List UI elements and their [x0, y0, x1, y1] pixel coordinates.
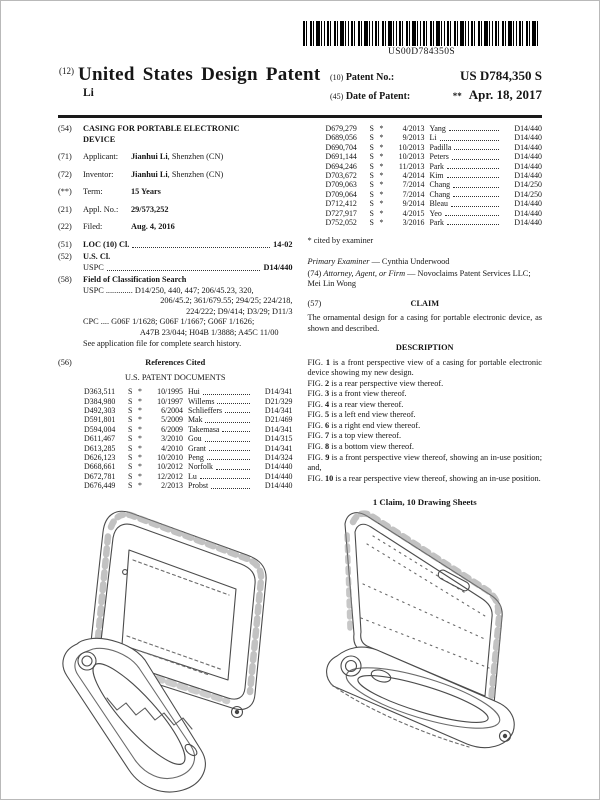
field-cpc-line: CPC .... G06F 1/1628; G06F 1/1667; G06F 1/1626; [83, 317, 255, 327]
patent-number-row [330, 67, 542, 86]
ref-date: 9/2013 [402, 133, 425, 143]
date-of-patent-value: Apr. 18, 2017 [468, 86, 542, 102]
dot-leader [205, 422, 249, 423]
ref-class: D14/250 [514, 189, 542, 199]
ref-date: 10/1995 [157, 387, 183, 397]
ref-number: D709,063 [325, 180, 357, 190]
ref-date: 6/2009 [161, 424, 183, 434]
ref-date: 7/2014 [402, 180, 425, 190]
header [59, 64, 542, 105]
dot-leader [454, 149, 499, 150]
ref-class: D14/440 [514, 142, 542, 152]
ref-inventor: Bleau [429, 199, 448, 209]
header-patent-info [330, 64, 542, 105]
figure-description-line: FIG. 7 is a top view thereof. [307, 431, 402, 441]
term-marker-stars: ** [452, 90, 462, 101]
ref-class: D14/440 [514, 133, 542, 143]
attorney-line: (74) Attorney, Agent, or Firm — Novoclaims Patent Services LLC; Mei Lin Wong [307, 268, 531, 289]
ref-class: D14/440 [514, 199, 542, 209]
ref-inventor: Park [429, 161, 444, 171]
field-72-inventor: (72) Inventor: Jianhui Li, Shenzhen (CN) [58, 169, 224, 179]
date-of-patent-label: Date of Patent: [345, 90, 411, 102]
ref-number: D676,449 [84, 481, 116, 491]
figure-rear-perspective [317, 498, 569, 798]
patent-reference-row: D594,004 S * 6/2009 Takemasa D14/341 [84, 424, 293, 434]
application-number: 29/573,252 [131, 204, 169, 214]
ref-number: D492,303 [84, 405, 116, 415]
us-patent-documents-heading: U.S. PATENT DOCUMENTS [124, 372, 226, 382]
dot-leader [205, 441, 250, 442]
figure-front-perspective [41, 498, 303, 798]
ref-number: D668,661 [84, 462, 116, 472]
patent-reference-row: D672,781 S * 12/2012 Lu D14/440 [84, 471, 293, 481]
patent-number-code: (10) [330, 73, 344, 82]
dot-leader [222, 431, 249, 432]
barcode-block [301, 21, 542, 57]
patent-reference-row: D694,246 S * 11/2013 Park D14/440 [325, 161, 542, 171]
ref-class: D14/440 [514, 171, 542, 181]
barcode-number: US00D784350S [387, 47, 456, 57]
patent-reference-row: D384,980 S * 10/1997 Willems D21/329 [84, 396, 293, 406]
ref-date: 4/2010 [161, 443, 183, 453]
ref-number: D594,004 [84, 424, 116, 434]
ref-inventor: Hui [188, 387, 200, 397]
ref-inventor: Kim [429, 171, 444, 181]
ref-number: D709,064 [325, 189, 357, 199]
ref-date: 12/2012 [157, 471, 183, 481]
dot-leader [449, 130, 499, 131]
references-list-right [308, 124, 543, 227]
field-uspc-line: USPC ............. D14/250, 440, 447; 206/45.23, 320, [83, 285, 254, 295]
patent-reference-row: D690,704 S * 10/2013 Padilla D14/440 [325, 142, 542, 152]
ref-inventor: Padilla [429, 142, 452, 152]
dot-leader [203, 394, 250, 395]
figure-description-line: FIG. 9 is a front perspective view thereof, showing an in-use position; and, [307, 452, 543, 473]
ref-date: 7/2014 [402, 189, 425, 199]
patent-reference-row: D492,303 S * 6/2004 Schlieffers D14/341 [84, 405, 293, 415]
ref-inventor: Park [429, 218, 444, 228]
ref-inventor: Schlieffers [188, 405, 223, 415]
dot-leader [107, 270, 261, 271]
ref-number: D672,781 [84, 471, 116, 481]
right-column [307, 124, 543, 508]
dot-leader [217, 403, 249, 404]
ref-number: D690,704 [325, 142, 357, 152]
claims-sheets-note: 1 Claim, 10 Drawing Sheets [372, 497, 477, 508]
dot-leader [447, 168, 499, 169]
ref-number: D626,123 [84, 452, 116, 462]
ref-number: D591,801 [84, 415, 116, 425]
patent-reference-row: D679,279 S * 4/2013 Yang D14/440 [325, 124, 542, 133]
ref-date: 4/2015 [402, 208, 425, 218]
ref-date: 3/2010 [161, 434, 183, 444]
ref-class: D14/315 [264, 434, 293, 444]
ref-date: 3/2016 [402, 218, 425, 228]
dot-leader [447, 224, 499, 225]
dot-leader [447, 177, 499, 178]
ref-class: D14/341 [264, 387, 293, 397]
ref-number: D689,056 [325, 133, 357, 143]
left-column [58, 124, 293, 498]
date-code: (45) [330, 91, 344, 101]
patent-reference-row: D691,144 S * 10/2013 Peters D14/440 [325, 152, 542, 162]
field-56-references-cited: (56) References Cited [58, 358, 206, 368]
ref-number: D611,467 [84, 434, 116, 444]
field-71-applicant: (71) Applicant: Jianhui Li, Shenzhen (CN) [58, 152, 224, 162]
ref-number: D384,980 [84, 396, 116, 406]
field-term: (**) Term: 15 Years [58, 187, 161, 197]
examiner-name: — Cynthia Underwood [371, 257, 450, 266]
ref-number: D752,052 [325, 218, 357, 228]
ref-inventor: Lu [188, 471, 197, 481]
description-heading: DESCRIPTION [395, 343, 454, 353]
ref-inventor: Yang [429, 124, 446, 133]
ref-class: D21/469 [264, 415, 293, 425]
field-21-application-number: (21) Appl. No.: 29/573,252 [58, 204, 169, 214]
ref-class: D14/440 [264, 471, 293, 481]
patent-number-label: Patent No.: [345, 72, 395, 83]
ref-class: D21/329 [264, 396, 293, 406]
dot-leader [440, 140, 499, 141]
figure-description-line: FIG. 8 is a bottom view thereof. [307, 441, 414, 451]
claim-text: The ornamental design for a casing for portable electronic device, as shown and described. [307, 313, 542, 333]
figure-descriptions [308, 358, 543, 484]
date-of-patent-row [330, 86, 542, 105]
patent-reference-row: D712,412 S * 9/2014 Bleau D14/440 [325, 199, 542, 209]
search-history-note: See application file for complete search history. [83, 338, 242, 348]
ref-date: 10/2013 [398, 152, 425, 162]
field-57-claim-heading: (57) CLAIM [307, 298, 440, 308]
ref-inventor: Gou [188, 434, 202, 444]
field-52-us-class: (52) U.S. Cl. USPC D14/440 [58, 252, 293, 272]
patent-reference-row: D591,801 S * 5/2009 Mak D21/469 [84, 415, 293, 425]
ref-inventor: Takemasa [188, 424, 220, 434]
inventor-name: Jianhui Li [131, 169, 168, 179]
ref-inventor: Grant [188, 443, 206, 453]
patent-reference-row: D363,511 S * 10/1995 Hui D14/341 [84, 387, 293, 397]
ref-class: D14/440 [264, 462, 293, 472]
filing-date: Aug. 4, 2016 [131, 222, 175, 232]
header-inventor-surname: Li [83, 87, 94, 99]
loc-class-value: 14-02 [273, 239, 293, 249]
ref-date: 4/2013 [402, 124, 425, 133]
dot-leader [200, 478, 250, 479]
ref-inventor: Probst [188, 481, 209, 491]
ref-class: D14/341 [264, 424, 293, 434]
ref-class: D14/250 [514, 180, 542, 190]
ref-inventor: Mak [188, 415, 203, 425]
ref-class: D14/440 [514, 124, 542, 133]
ref-number: D703,672 [325, 171, 357, 181]
ref-inventor: Li [429, 133, 437, 143]
applicant-name: Jianhui Li [131, 152, 168, 162]
figure-description-line: FIG. 5 is a left end view thereof. [307, 410, 416, 420]
ref-number: D691,144 [325, 152, 357, 162]
dot-leader [216, 469, 250, 470]
ref-inventor: Willems [188, 396, 215, 406]
figure-description-line: FIG. 1 is a front perspective view of a casing for portable electronic device showing my new design. [307, 357, 542, 378]
field-58-classification-search: (58) Field of Classification Search USPC ............. D14/250, 440, 447; 206/45.23, 320, 206/45.2; 361/679.55; 294/25; 224/218, 224/222; D9/414; D3/29; D11/3 CPC .... G06F 1/1628; G06F 1/1667; G06F 1/1626; A47B 23/044; H04B 1/3888; A45C 11/00 See application file for complete search history. [58, 275, 293, 348]
header-divider [58, 115, 542, 118]
ref-date: 5/2009 [161, 415, 183, 425]
cited-by-examiner-note: * cited by examiner [307, 236, 374, 246]
dot-leader [225, 412, 249, 413]
ref-class: D14/440 [264, 481, 293, 491]
ref-number: D613,285 [84, 443, 116, 453]
patent-reference-row: D709,064 S * 7/2014 Chang D14/250 [325, 189, 542, 199]
ref-date: 10/2012 [157, 462, 183, 472]
patent-reference-row: D703,672 S * 4/2014 Kim D14/440 [325, 171, 542, 181]
invention-title-line2: DEVICE [83, 134, 116, 144]
dot-leader [453, 196, 499, 197]
ref-inventor: Peters [429, 152, 449, 162]
ref-date: 4/2014 [402, 171, 425, 181]
primary-examiner-line: Primary Examiner — Cynthia Underwood [307, 257, 450, 266]
barcode [303, 21, 540, 46]
uspc-class-value: D14/440 [263, 262, 293, 272]
patent-reference-row: D676,449 S * 2/2013 Probst D14/440 [84, 481, 293, 491]
field-54-title: (54) CASING FOR PORTABLE ELECTRONIC DEVICE [58, 124, 240, 144]
ref-number: D694,246 [325, 161, 357, 171]
dot-leader [452, 159, 499, 160]
figure-description-line: FIG. 6 is a right end view thereof. [307, 420, 421, 430]
ref-class: D14/341 [264, 405, 293, 415]
kind-code: (12) [59, 66, 74, 76]
ref-class: D14/440 [514, 161, 542, 171]
dot-leader [132, 247, 270, 248]
ref-date: 10/2010 [157, 452, 183, 462]
references-list-left [58, 387, 293, 490]
ref-number: D727,917 [325, 208, 357, 218]
ref-date: 6/2004 [161, 405, 183, 415]
patent-reference-row: D613,285 S * 4/2010 Grant D14/341 [84, 443, 293, 453]
dot-leader [211, 488, 249, 489]
invention-title-line1: CASING FOR PORTABLE ELECTRONIC [83, 124, 240, 133]
ref-class: D14/440 [514, 218, 542, 228]
ref-inventor: Norfolk [188, 462, 213, 472]
ref-inventor: Yeo [429, 208, 442, 218]
dot-leader [207, 459, 250, 460]
bibliographic-columns [58, 124, 543, 508]
figure-description-line: FIG. 2 is a rear perspective view thereof. [307, 378, 444, 388]
patent-reference-row: D709,063 S * 7/2014 Chang D14/250 [325, 180, 542, 190]
ref-class: D14/440 [514, 208, 542, 218]
dot-leader [451, 206, 499, 207]
ref-date: 2/2013 [161, 481, 183, 491]
ref-class: D14/341 [264, 443, 293, 453]
term-value: 15 Years [131, 187, 161, 197]
ref-inventor: Peng [188, 452, 204, 462]
ref-number: D363,511 [84, 387, 116, 397]
patent-number-value: US D784,350 S [460, 68, 542, 83]
field-51-loc-class: (51) LOC (10) Cl. 14-02 [58, 239, 293, 249]
patent-reference-row: D752,052 S * 3/2016 Park D14/440 [325, 218, 542, 228]
figure-description-line: FIG. 10 is a rear perspective view thereof, showing an in-use position. [307, 473, 541, 483]
figure-description-line: FIG. 4 is a rear view thereof. [307, 399, 404, 409]
ref-date: 11/2013 [398, 161, 425, 171]
patent-reference-row: D727,917 S * 4/2015 Yeo D14/440 [325, 208, 542, 218]
attorney-name: — Novoclaims Patent Services LLC; Mei Lin Wong [307, 268, 531, 289]
page-title: United States Design Patent [78, 64, 321, 85]
dot-leader [445, 215, 499, 216]
ref-number: D679,279 [325, 124, 357, 133]
dot-leader [453, 187, 499, 188]
patent-reference-row: D689,056 S * 9/2013 Li D14/440 [325, 133, 542, 143]
dot-leader [209, 450, 250, 451]
ref-number: D712,412 [325, 199, 357, 209]
ref-inventor: Chang [429, 180, 451, 190]
ref-date: 9/2014 [402, 199, 425, 209]
field-22-filed: (22) Filed: Aug. 4, 2016 [58, 222, 175, 232]
patent-reference-row: D668,661 S * 10/2012 Norfolk D14/440 [84, 462, 293, 472]
ref-class: D14/440 [514, 152, 542, 162]
patent-reference-row: D611,467 S * 3/2010 Gou D14/315 [84, 434, 293, 444]
header-title-block [59, 64, 330, 105]
figure-description-line: FIG. 3 is a front view thereof. [307, 389, 407, 399]
ref-date: 10/2013 [398, 142, 425, 152]
ref-inventor: Chang [429, 189, 451, 199]
ref-class: D14/324 [264, 452, 293, 462]
ref-date: 10/1997 [157, 396, 183, 406]
drawing-figures [41, 498, 569, 798]
patent-reference-row: D626,123 S * 10/2010 Peng D14/324 [84, 452, 293, 462]
